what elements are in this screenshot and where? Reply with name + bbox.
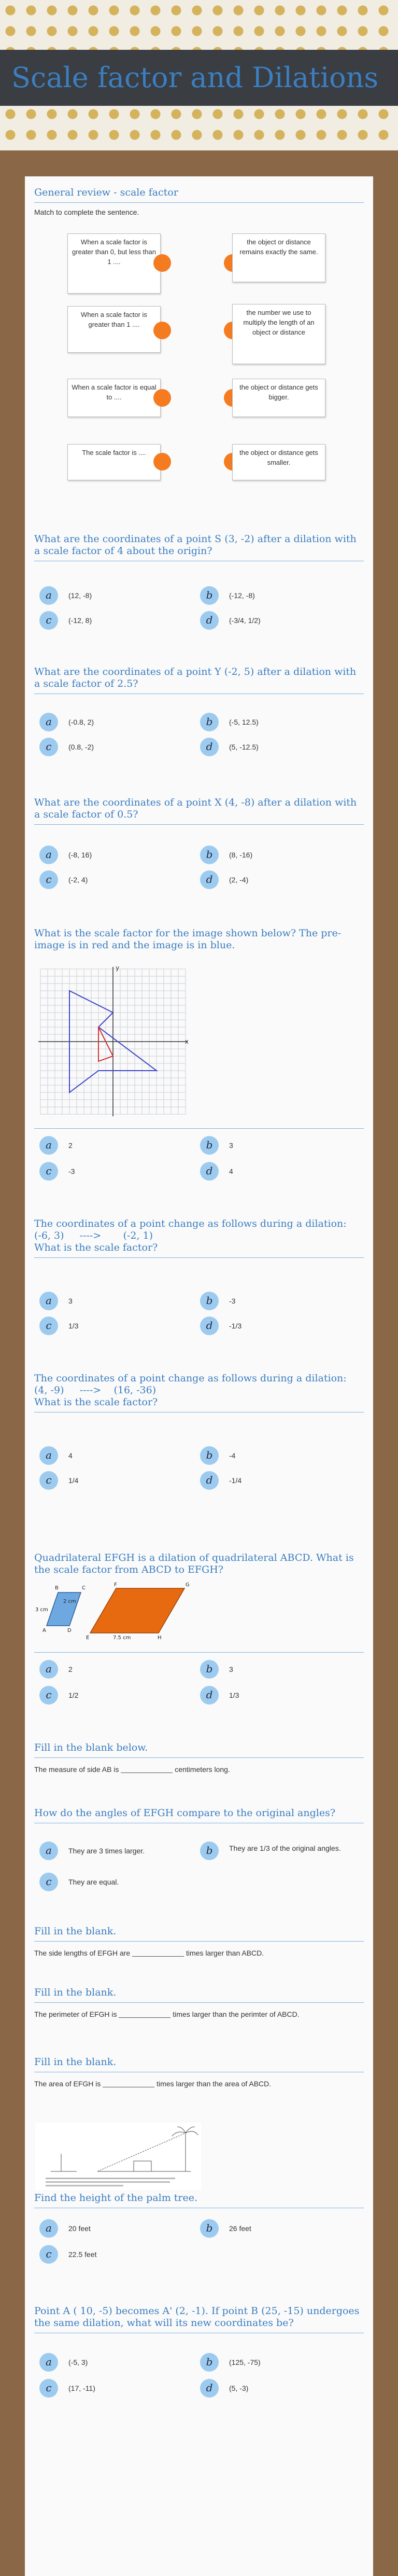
option-letter-badge: b [200,1660,219,1679]
option-letter-badge: b [200,846,219,864]
label-a: A [42,1628,46,1633]
option-letter-badge: a [39,846,58,864]
sentence-after: times larger than the perimter of ABCD. [173,2010,300,2018]
answer-blank[interactable] [121,1772,173,1773]
option-text: They are 1/3 of the original angles. [229,1844,341,1852]
option-text: (125, -75) [229,2358,261,2366]
header-banner [0,0,398,150]
match-right-1[interactable]: the object or distance remains exactly the same. [232,233,325,282]
option-letter-badge: a [39,2353,58,2372]
option-letter-badge: a [39,1446,58,1465]
option-text: 1/3 [68,1322,79,1330]
label-g: G [186,1582,190,1588]
option-letter-badge: b [200,1292,219,1310]
title-band [0,50,398,106]
match-left-3[interactable]: When a scale factor is equal to .... [67,379,161,417]
option-letter-badge: d [200,611,219,630]
option-text: They are equal. [68,1878,119,1886]
option-text: 26 feet [229,2224,251,2233]
option-text: (-12, -8) [229,591,255,600]
option-text: (-5, 12.5) [229,718,259,726]
quadrilateral-figure [35,1581,201,1642]
option-text: (-12, 8) [68,616,92,625]
option-letter-badge: c [39,870,58,889]
question-heading: Fill in the blank. [34,1987,117,1998]
option-letter-badge: d [200,1317,219,1335]
option-letter-badge: a [39,1136,58,1155]
option-letter-badge: d [200,870,219,889]
option-text: They are 3 times larger. [68,1847,145,1855]
option-text: (0.8, -2) [68,743,94,751]
option-text: 1/3 [229,1691,239,1699]
question-text: What is the scale factor for the image shown below? The pre-image is in red and the image is in blue. [34,927,342,951]
question-text: What are the coordinates of a point S (3, -2) after a dilation with a scale factor of 4 about the origin? [34,533,357,557]
question-8 [34,1742,364,1775]
option-text: -3 [229,1297,236,1305]
question-7 [34,1552,364,1576]
answer-blank[interactable] [119,2017,170,2018]
divider [34,1128,364,1129]
label-top-side: 2 cm [63,1599,76,1604]
option-text: (-8, 16) [68,851,92,859]
match-right-2[interactable]: the number we use to multiply the length of an object or distance [232,304,325,364]
option-letter-badge: c [39,738,58,756]
option-text: (5, -3) [229,2384,249,2392]
option-letter-badge: b [200,2219,219,2238]
label-h: H [158,1635,162,1641]
match-dot-left-4[interactable] [153,453,171,470]
option-letter-badge: a [39,713,58,731]
section-heading: General review - scale factor [34,187,178,198]
answer-blank[interactable] [132,1956,184,1957]
option-letter-badge: b [200,713,219,731]
question-text: Point A ( 10, -5) becomes A' (2, -1). If point B (25, -15) undergoes the same dilation, what will its new coordinates be? [34,2305,360,2329]
option-text: (2, -4) [229,876,249,884]
option-text: 3 [229,1141,233,1149]
sentence-after: times larger than the area of ABCD. [157,2080,272,2088]
option-letter-badge: b [200,1136,219,1155]
option-text: (12, -8) [68,591,92,600]
option-text: (5, -12.5) [229,743,259,751]
x-axis-label: x [184,1038,189,1045]
option-text: 3 [68,1297,73,1305]
coordinate-graph [35,964,191,1119]
option-text: 1/4 [68,1476,79,1485]
divider [34,824,364,825]
option-letter-badge: b [200,1841,219,1860]
option-letter-badge: a [39,1660,58,1679]
divider [34,202,364,203]
question-4-divider [34,1125,364,1129]
question-subtext: What is the scale factor? [34,1242,158,1253]
option-text: -1/3 [229,1322,242,1330]
question-heading: Fill in the blank below. [34,1742,148,1753]
option-text: -4 [229,1451,236,1460]
transform-line: (4, -9) ----> (16, -36) [34,1384,157,1396]
question-text: The coordinates of a point change as follows during a dilation: [34,1373,347,1384]
instruction: Match to complete the sentence. [34,208,139,216]
sentence-before: The perimeter of EFGH is [34,2010,117,2018]
divider [34,1941,364,1942]
match-left-2[interactable]: When a scale factor is greater than 1 .... [67,306,161,353]
option-letter-badge: a [39,1292,58,1310]
question-6 [34,1373,364,1412]
option-letter-badge: d [200,738,219,756]
question-heading: Fill in the blank. [34,2056,117,2068]
page-title: Scale factor and Dilations [11,61,379,94]
option-text: 22.5 feet [68,2250,97,2259]
question-text: What are the coordinates of a point Y (-2, 5) after a dilation with a scale factor of 2.5? [34,666,357,689]
option-letter-badge: c [39,1873,58,1891]
option-letter-badge: b [200,586,219,605]
question-11 [34,1987,364,2019]
option-letter-badge: c [39,2379,58,2398]
label-e: E [86,1635,90,1641]
match-right-4[interactable]: the object or distance gets smaller. [232,444,325,480]
match-dot-left-1[interactable] [153,254,171,272]
option-text: 4 [229,1167,233,1175]
fill-in-sentence [34,1948,364,1958]
label-c: C [82,1585,86,1591]
question-heading: Fill in the blank. [34,1926,117,1937]
match-left-4[interactable]: The scale factor is .... [67,444,161,480]
question-4 [34,927,364,951]
question-subtext: What is the scale factor? [34,1396,158,1408]
y-axis-label: y [116,964,120,972]
option-letter-badge: a [39,1841,58,1860]
question-1 [34,533,364,561]
option-letter-badge: c [39,1686,58,1705]
option-letter-badge: b [200,1446,219,1465]
option-letter-badge: c [39,611,58,630]
option-letter-badge: c [39,1317,58,1335]
matching-section [34,187,364,217]
label-d: D [67,1628,72,1633]
option-letter-badge: c [39,1162,58,1181]
question-2 [34,666,364,694]
match-right-3[interactable]: the object or distance gets bigger. [232,379,325,417]
sentence-before: The area of EFGH is [34,2080,101,2088]
fill-in-sentence [34,2079,364,2089]
divider [34,1757,364,1758]
option-text: (8, -16) [229,851,253,859]
option-letter-badge: d [200,2379,219,2398]
match-dot-left-2[interactable] [153,322,171,339]
sentence-before: The measure of side AB is [34,1765,119,1774]
divider [34,1257,364,1258]
match-left-1[interactable]: When a scale factor is greater than 0, but less than 1 .... [67,233,161,294]
question-heading: How do the angles of EFGH compare to the original angles? [34,1807,336,1819]
option-text: 2 [68,1665,73,1673]
question-text: Find the height of the palm tree. [34,2192,198,2204]
match-dot-left-3[interactable] [153,389,171,407]
question-13 [34,2192,364,2208]
option-text: (-5, 3) [68,2358,88,2366]
divider [34,2002,364,2003]
option-text: 20 feet [68,2224,91,2233]
question-7-divider [34,1649,364,1653]
label-big-side: 7.5 cm [113,1635,131,1641]
option-text: 3 [229,1665,233,1673]
question-9 [34,1807,364,1823]
fill-in-sentence [34,2009,364,2019]
option-text: -3 [68,1167,75,1175]
fill-in-sentence [34,1764,364,1775]
option-text: 2 [68,1141,73,1149]
question-text: What are the coordinates of a point X (4, -8) after a dilation with a scale factor of 0.5? [34,797,357,820]
label-f: F [114,1582,117,1588]
option-text: (-2, 4) [68,876,88,884]
option-letter-badge: a [39,586,58,605]
sentence-after: centimeters long. [175,1765,230,1774]
sentence-before: The side lengths of EFGH are [34,1949,131,1957]
option-letter-badge: d [200,1162,219,1181]
option-letter-badge: c [39,1471,58,1490]
option-text: (17, -11) [68,2384,95,2392]
question-10 [34,1926,364,1958]
option-letter-badge: b [200,2353,219,2372]
option-text: 4 [68,1451,73,1460]
divider [34,1652,364,1653]
sentence-after: times larger than ABCD. [186,1949,264,1957]
question-5 [34,1218,364,1258]
label-small-side: 3 cm [35,1607,48,1613]
option-text: -1/4 [229,1476,242,1485]
worksheet-card [25,176,373,2576]
quadrilateral-abcd [47,1592,81,1626]
question-text: Quadrilateral EFGH is a dilation of quadrilateral ABCD. What is the scale factor from ABCD to EFGH? [34,1552,354,1575]
question-3 [34,797,364,825]
option-text: (-0.8, 2) [68,718,94,726]
option-text: (-3/4, 1/2) [229,616,261,625]
transform-line: (-6, 3) ----> (-2, 1) [34,1230,153,1241]
option-letter-badge: c [39,2245,58,2264]
option-letter-badge: d [200,1686,219,1705]
label-b: B [55,1585,59,1591]
option-letter-badge: d [200,1471,219,1490]
palm-tree-picture [35,2123,201,2190]
question-text: The coordinates of a point change as follows during a dilation: [34,1218,347,1229]
option-letter-badge: a [39,2219,58,2238]
question-14 [34,2305,364,2333]
question-12 [34,2056,364,2089]
option-text: 1/2 [68,1691,79,1699]
quadrilateral-efgh [90,1588,184,1633]
